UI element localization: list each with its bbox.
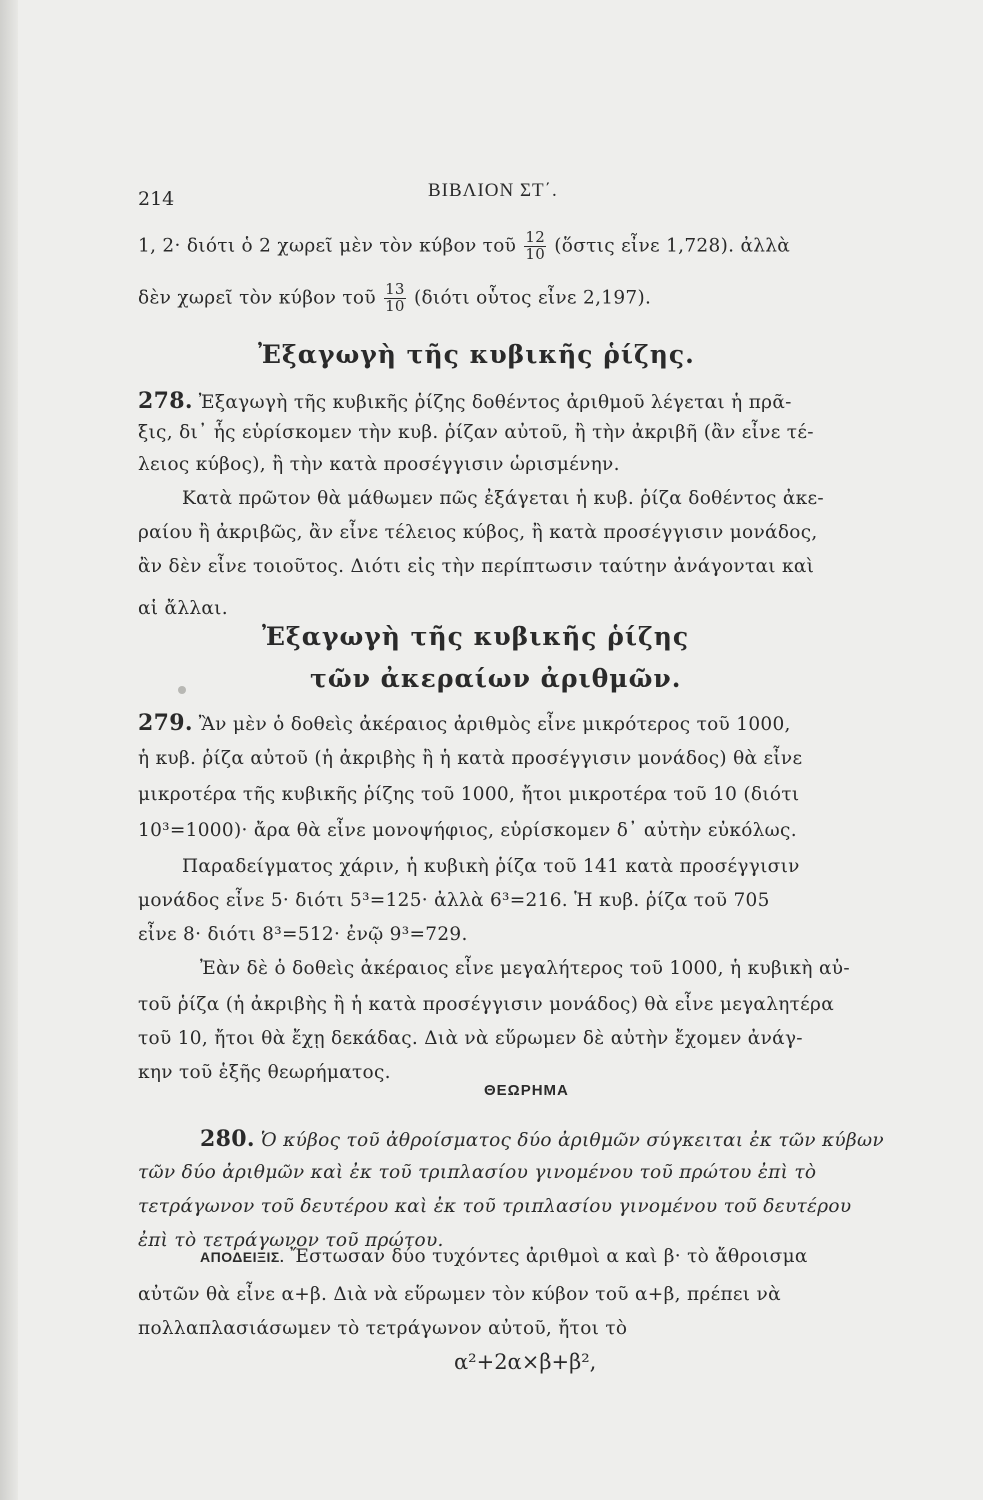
proof-text-1: Ἔστωσαν δύο τυχόντες ἀριθμοὶ α καὶ β· τὸ ἄθροισμα: [290, 1246, 808, 1267]
fraction-denominator: 10: [525, 244, 546, 263]
sec279-line-2: ἡ κυβ. ῥίζα αὐτοῦ (ἡ ἀκριβὴς ἢ ἡ κατὰ προσέγγισιν μονάδος) θὰ εἶνε: [138, 748, 803, 769]
sec279-line-3: μικροτέρα τῆς κυβικῆς ῥίζης τοῦ 1000, ἤτοι μικροτέρα τοῦ 10 (διότι: [138, 784, 800, 805]
sec278-text-1: Ἐξαγωγὴ τῆς κυβικῆς ῥίζης δοθέντος ἀριθμοῦ λέγεται ἡ πρᾶ-: [198, 392, 792, 413]
sec279-line-10: τοῦ 10, ἤτοι θὰ ἔχῃ δεκάδας. Διὰ νὰ εὕρωμεν δὲ αὐτὴν ἔχομεν ἀνάγ-: [138, 1028, 803, 1049]
sec280-line-1: [200, 1128, 884, 1151]
intro-line-2: [138, 282, 651, 315]
sec278-line-1: [138, 390, 792, 413]
formula-square: α²+2α×β+β²,: [454, 1350, 597, 1374]
sec279-line-1: [138, 712, 791, 735]
section-number: 280.: [200, 1126, 255, 1152]
fraction-denominator: 10: [385, 296, 405, 315]
intro-line-1-post: (ὅστις εἶνε 1,728). ἀλλὰ: [554, 235, 791, 257]
proof-line-1: [200, 1248, 808, 1267]
fraction-numerator: 13: [385, 280, 405, 298]
theorem-title: ΘΕΩΡΗΜΑ: [484, 1082, 569, 1099]
sec279-line-9: τοῦ ῥίζα (ἡ ἀκριβὴς ἢ ἡ κατὰ προσέγγισιν μονάδος) θὰ εἶνε μεγαλητέρα: [138, 994, 835, 1015]
fraction-13-10: [384, 282, 406, 315]
scan-edge: [0, 0, 18, 1500]
sec278-line-4: Κατὰ πρῶτον θὰ μάθωμεν πῶς ἐξάγεται ἡ κυβ. ῥίζα δοθέντος ἀκε-: [182, 488, 824, 509]
fraction-numerator: 12: [525, 228, 546, 246]
section-number: 279.: [138, 710, 193, 736]
sec279-line-8: Ἐὰν δὲ ὁ δοθεὶς ἀκέραιος εἶνε μεγαλήτερος τοῦ 1000, ἡ κυβικὴ αὐ-: [200, 958, 850, 979]
sec278-line-6: ἂν δὲν εἶνε τοιοῦτος. Διότι εἰς τὴν περίπτωσιν ταύτην ἀνάγονται καὶ: [138, 556, 815, 577]
sec279-line-6: μονάδος εἶνε 5· διότι 5³=125· ἀλλὰ 6³=216. Ἡ κυβ. ῥίζα τοῦ 705: [138, 890, 770, 911]
sec278-line-3: λειος κύβος), ἢ τὴν κατὰ προσέγγισιν ὡρισμένην.: [138, 454, 620, 475]
sec279-line-11: κην τοῦ ἑξῆς θεωρήματος.: [138, 1062, 391, 1083]
proof-label: ΑΠΟΔΕΙΞΙΣ.: [200, 1249, 285, 1265]
sec278-line-7: αἱ ἄλλαι.: [138, 598, 228, 619]
section-heading-integers-1: Ἐξαγωγὴ τῆς κυβικῆς ῥίζης: [262, 622, 690, 651]
proof-line-3: πολλαπλασιάσωμεν τὸ τετράγωνον αὐτοῦ, ἤτοι τὸ: [138, 1318, 628, 1339]
sec279-line-5: Παραδείγματος χάριν, ἡ κυβικὴ ῥίζα τοῦ 141 κατὰ προσέγγισιν: [182, 856, 800, 877]
scan-speck: [178, 686, 186, 694]
intro-line-2-pre: δὲν χωρεῖ τὸν κύβον τοῦ: [138, 287, 376, 309]
sec278-line-5: ραίου ἢ ἀκριβῶς, ἂν εἶνε τέλειος κύβος, ἢ κατὰ προσέγγισιν μονάδος,: [138, 522, 818, 543]
sec280-text-1: Ὁ κύβος τοῦ ἀθροίσματος δύο ἀριθμῶν σύγκειται ἐκ τῶν κύβων: [260, 1130, 884, 1151]
running-head: [138, 180, 888, 210]
intro-line-1-pre: 1, 2· διότι ὁ 2 χωρεῖ μὲν τὸν κύβον τοῦ: [138, 235, 517, 257]
section-heading-cube-root: Ἐξαγωγὴ τῆς κυβικῆς ῥίζης.: [258, 340, 695, 369]
sec279-line-7: εἶνε 8· διότι 8³=512· ἐνῷ 9³=729.: [138, 924, 468, 945]
book-title: ΒΙΒΛΙΟΝ ΣΤ΄.: [428, 180, 558, 201]
intro-line-1: [138, 230, 790, 263]
sec280-line-3: τετράγωνον τοῦ δευτέρου καὶ ἐκ τοῦ τριπλασίου γινομένου τοῦ δευτέρου: [138, 1196, 852, 1217]
fraction-12-10: [524, 230, 546, 263]
sec278-line-2: ξις, δι᾽ ἧς εὑρίσκομεν τὴν κυβ. ῥίζαν αὐτοῦ, ἢ τὴν ἀκριβῆ (ἂν εἶνε τέ-: [138, 422, 814, 443]
sec279-text-1: Ἂν μὲν ὁ δοθεὶς ἀκέραιος ἀριθμὸς εἶνε μικρότερος τοῦ 1000,: [198, 714, 791, 735]
section-heading-integers-2: τῶν ἀκεραίων ἀριθμῶν.: [310, 664, 682, 693]
sec280-line-2: τῶν δύο ἀριθμῶν καὶ ἐκ τοῦ τριπλασίου γινομένου τοῦ πρώτου ἐπὶ τὸ: [138, 1162, 817, 1183]
sec280-line-4: ἐπὶ τὸ τετράγωνον τοῦ πρώτου.: [138, 1230, 444, 1251]
proof-line-2: αὐτῶν θὰ εἶνε α+β. Διὰ νὰ εὕρωμεν τὸν κύβον τοῦ α+β, πρέπει νὰ: [138, 1284, 781, 1305]
page-number: 214: [138, 188, 175, 210]
intro-line-2-post: (διότι οὗτος εἶνε 2,197).: [413, 287, 652, 309]
sec279-line-4: 10³=1000)· ἄρα θὰ εἶνε μονοψήφιος, εὑρίσκομεν δ᾽ αὐτὴν εὐκόλως.: [138, 820, 797, 841]
section-number: 278.: [138, 388, 193, 414]
